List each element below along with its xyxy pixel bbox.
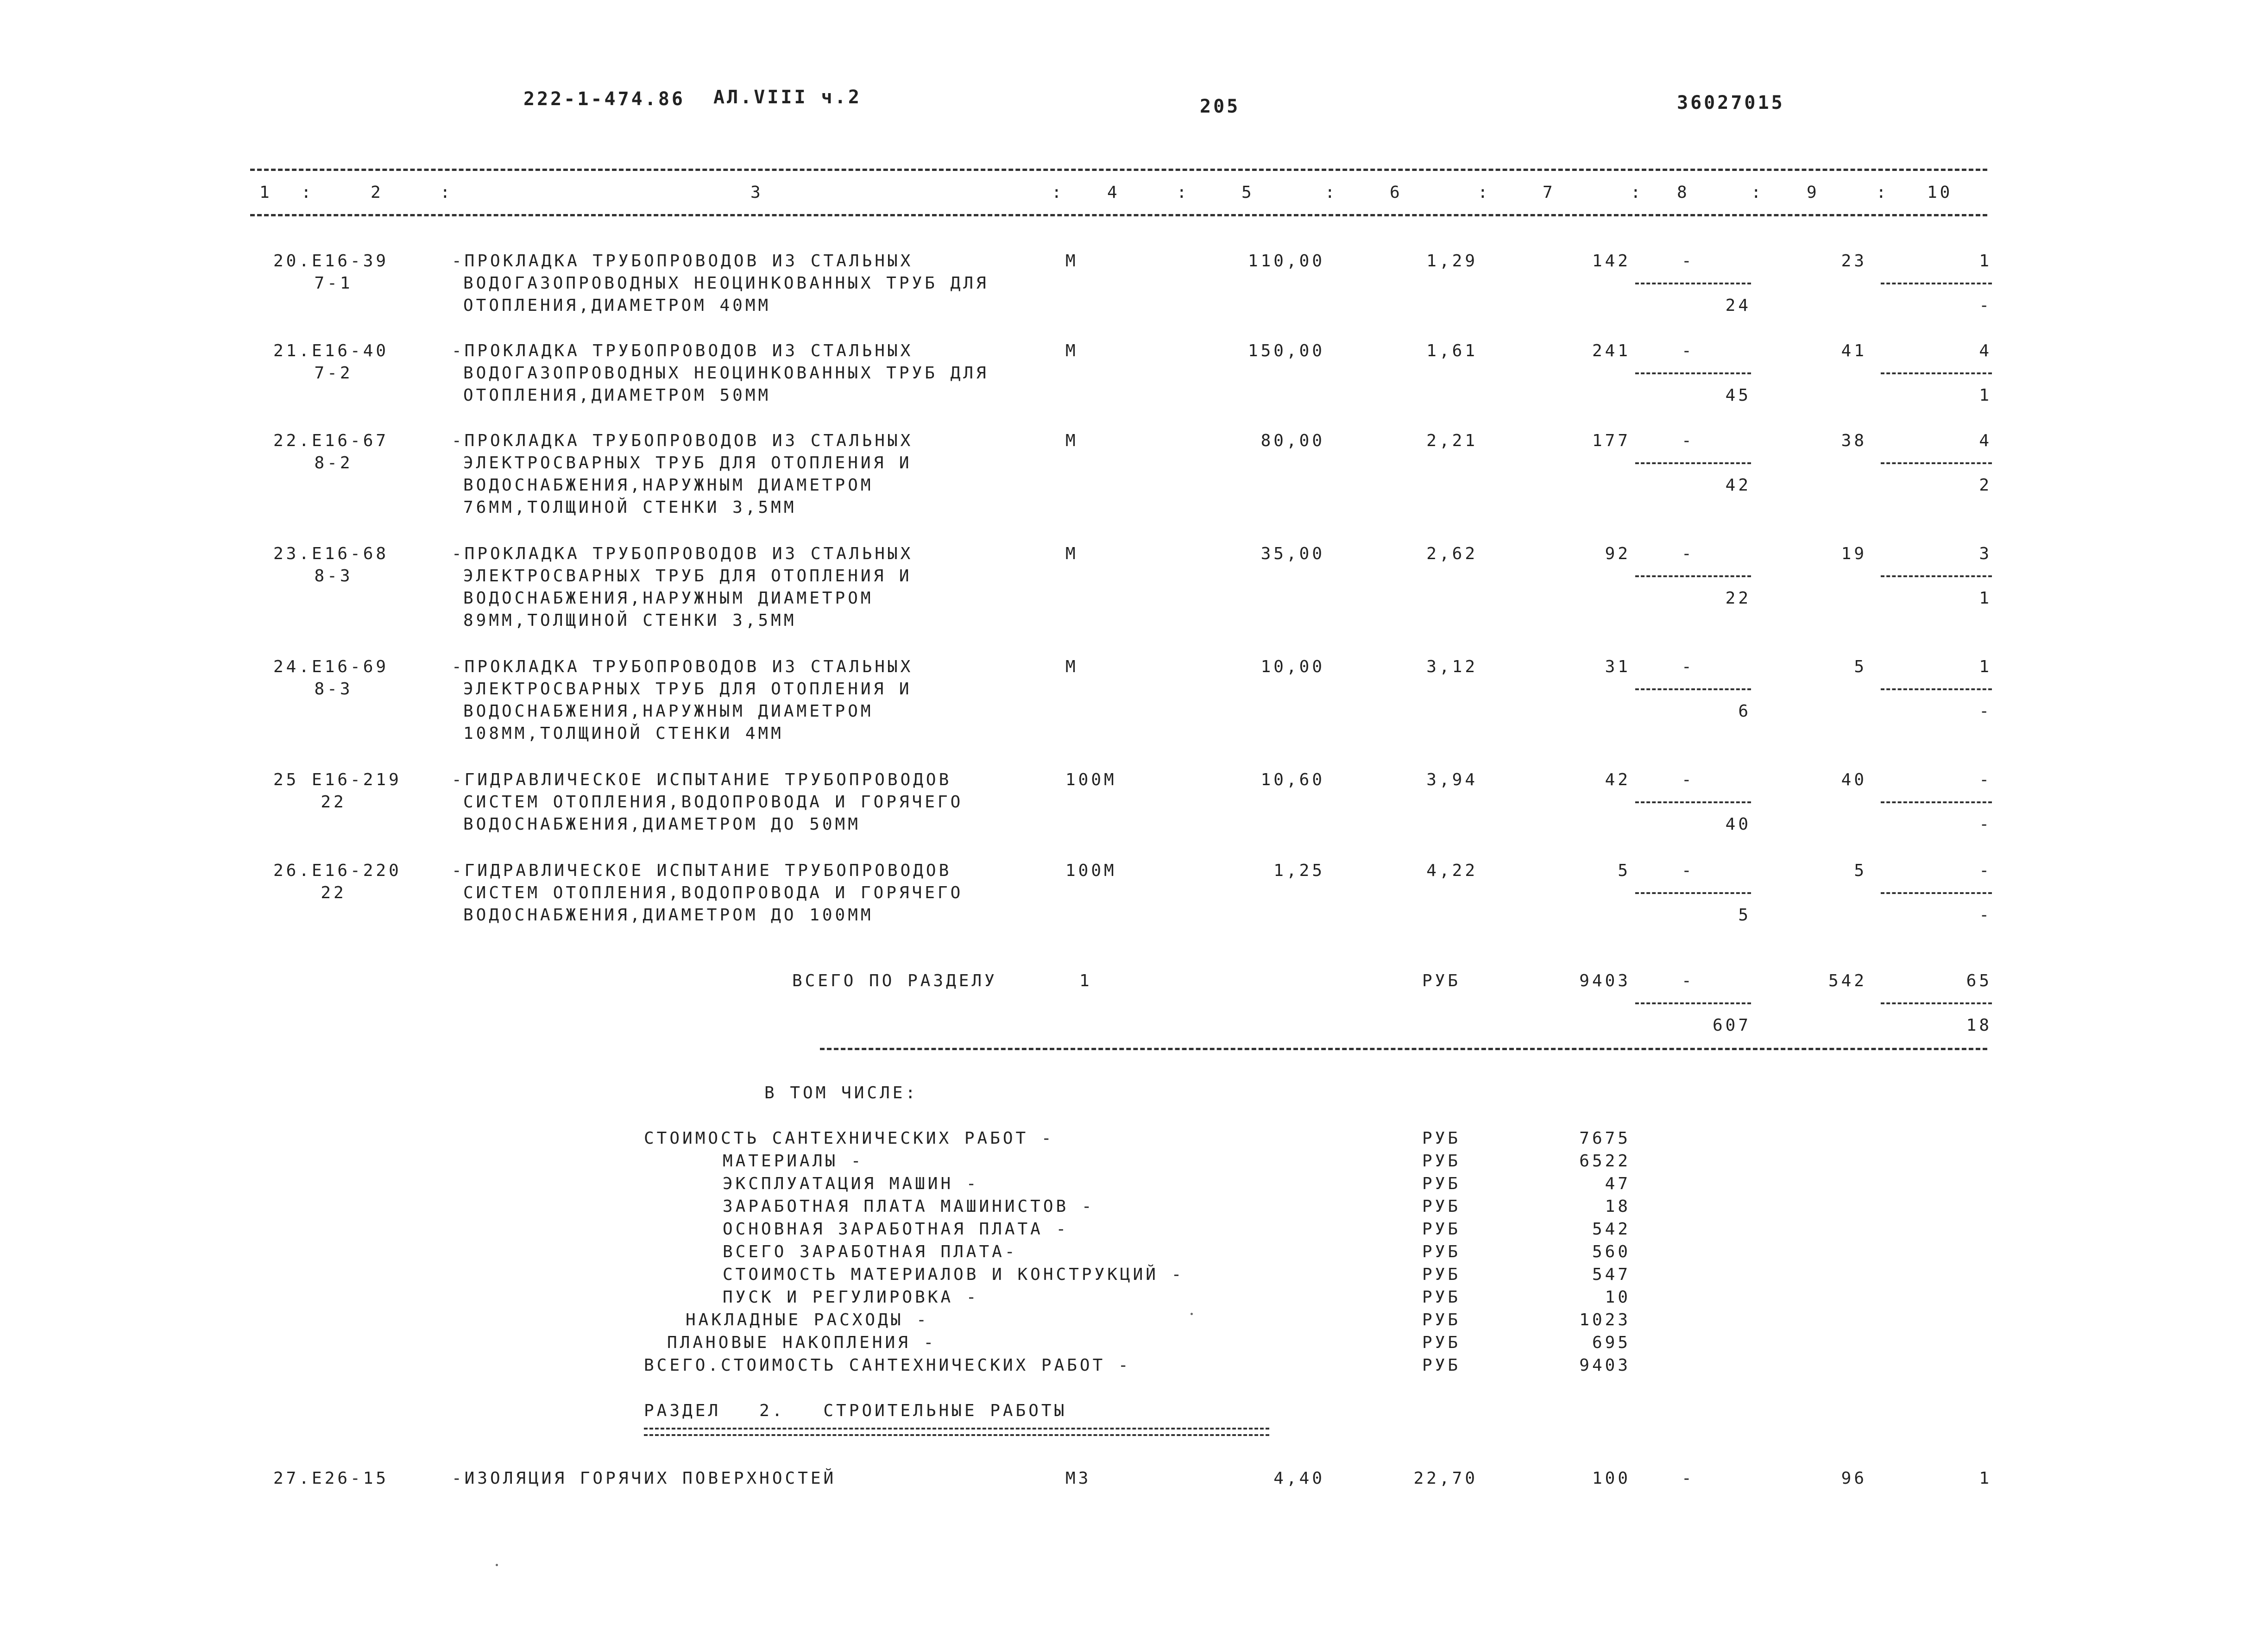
row-col8-bottom: 6 <box>1738 702 1751 721</box>
row-col8-rule <box>1635 801 1751 803</box>
row-description-line: СИСТЕМ ОТОПЛЕНИЯ,ВОДОПРОВОДА И ГОРЯЧЕГО <box>463 883 964 902</box>
row-unit: М <box>1065 341 1078 360</box>
breakdown-unit: РУБ <box>1422 1197 1461 1216</box>
breakdown-value: 547 <box>1592 1265 1631 1284</box>
column-header-1: 1 <box>259 183 272 202</box>
section-total-col9: 542 <box>1828 971 1867 990</box>
row-col10-bottom: - <box>1979 906 1992 925</box>
section-total-col10-rule <box>1881 1002 1992 1004</box>
breakdown-value: 47 <box>1605 1174 1631 1193</box>
section-2-underline <box>644 1428 1269 1436</box>
row-description-line: -ПРОКЛАДКА ТРУБОПРОВОДОВ ИЗ СТАЛЬНЫХ <box>452 341 914 360</box>
row-subcode: 8-3 <box>314 680 353 699</box>
row-col10-top: 1 <box>1979 252 1992 271</box>
row-col8-top: - <box>1682 544 1695 563</box>
row-quantity: 1,25 <box>1273 861 1325 880</box>
row-total: 42 <box>1605 770 1631 789</box>
row-col8-top: - <box>1682 770 1695 789</box>
breakdown-label: СТОИМОСТЬ САНТЕХНИЧЕСКИХ РАБОТ - <box>644 1129 1054 1148</box>
column-header-5: 5 <box>1241 183 1254 202</box>
row-total: 241 <box>1592 341 1631 360</box>
section-total-unit: РУБ <box>1422 971 1461 990</box>
row-col10-rule <box>1881 372 1992 374</box>
row-unit-price: 3,12 <box>1426 657 1478 676</box>
breakdown-unit: РУБ <box>1422 1220 1461 1239</box>
row-description-line: -ПРОКЛАДКА ТРУБОПРОВОДОВ ИЗ СТАЛЬНЫХ <box>452 657 914 676</box>
row-description-line: 76ММ,ТОЛЩИНОЙ СТЕНКИ 3,5ММ <box>463 498 797 517</box>
row-description-line: ЭЛЕКТРОСВАРНЫХ ТРУБ ДЛЯ ОТОПЛЕНИЯ И <box>463 567 912 586</box>
page-number: 205 <box>1200 96 1241 117</box>
row-col10-bottom: 2 <box>1979 476 1992 495</box>
row-description-line: -ПРОКЛАДКА ТРУБОПРОВОДОВ ИЗ СТАЛЬНЫХ <box>452 544 914 563</box>
row-col8-rule <box>1635 372 1751 374</box>
row-code: 23.Е16-68 <box>273 544 389 563</box>
row-quantity: 35,00 <box>1260 544 1325 563</box>
column-header-9: 9 <box>1807 183 1820 202</box>
row-code: 22.Е16-67 <box>273 431 389 450</box>
breakdown-unit: РУБ <box>1422 1288 1461 1307</box>
row-col9: 38 <box>1841 431 1867 450</box>
row-description-line: -ПРОКЛАДКА ТРУБОПРОВОДОВ ИЗ СТАЛЬНЫХ <box>452 431 914 450</box>
row-quantity: 10,60 <box>1260 770 1325 789</box>
row-col8-bottom: 5 <box>1738 906 1751 925</box>
row-quantity: 4,40 <box>1273 1469 1325 1488</box>
row-quantity: 10,00 <box>1260 657 1325 676</box>
row-col8: - <box>1682 1469 1695 1488</box>
row-col10-top: - <box>1979 770 1992 789</box>
row-description-line: ЭЛЕКТРОСВАРНЫХ ТРУБ ДЛЯ ОТОПЛЕНИЯ И <box>463 453 912 472</box>
row-subcode: 8-2 <box>314 453 353 472</box>
breakdown-label: ПУСК И РЕГУЛИРОВКА - <box>723 1288 979 1307</box>
row-col10-rule <box>1881 575 1992 577</box>
row-col8-top: - <box>1682 252 1695 271</box>
row-col10-top: 4 <box>1979 341 1992 360</box>
breakdown-value: 560 <box>1592 1242 1631 1261</box>
breakdown-label: ВСЕГО.СТОИМОСТЬ САНТЕХНИЧЕСКИХ РАБОТ - <box>644 1356 1131 1375</box>
row-description-line: -ГИДРАВЛИЧЕСКОЕ ИСПЫТАНИЕ ТРУБОПРОВОДОВ <box>452 861 952 880</box>
breakdown-value: 7675 <box>1579 1129 1631 1148</box>
row-quantity: 80,00 <box>1260 431 1325 450</box>
breakdown-label: ОСНОВНАЯ ЗАРАБОТНАЯ ПЛАТА - <box>723 1220 1069 1239</box>
breakdown-unit: РУБ <box>1422 1129 1461 1148</box>
breakdown-value: 6522 <box>1579 1152 1631 1171</box>
breakdown-title: В ТОМ ЧИСЛЕ: <box>764 1083 919 1102</box>
column-header-3: 3 <box>750 183 763 202</box>
row-col8-rule <box>1635 892 1751 894</box>
section-total-col8-bottom: 607 <box>1712 1016 1751 1035</box>
row-unit: М <box>1065 431 1078 450</box>
row-unit-price: 1,29 <box>1426 252 1478 271</box>
row-unit: М <box>1065 544 1078 563</box>
column-header-2: 2 <box>371 183 384 202</box>
row-subcode: 22 <box>321 883 346 902</box>
row-total: 177 <box>1592 431 1631 450</box>
row-unit: 100М <box>1065 861 1117 880</box>
row-description-line: -ГИДРАВЛИЧЕСКОЕ ИСПЫТАНИЕ ТРУБОПРОВОДОВ <box>452 770 952 789</box>
row-total: 142 <box>1592 252 1631 271</box>
breakdown-label: ВСЕГО ЗАРАБОТНАЯ ПЛАТА- <box>723 1242 1018 1261</box>
row-description-line: -ПРОКЛАДКА ТРУБОПРОВОДОВ ИЗ СТАЛЬНЫХ <box>452 252 914 271</box>
row-col10-top: 1 <box>1979 657 1992 676</box>
row-col10-top: 3 <box>1979 544 1992 563</box>
row-description-line: СИСТЕМ ОТОПЛЕНИЯ,ВОДОПРОВОДА И ГОРЯЧЕГО <box>463 793 964 812</box>
breakdown-value: 695 <box>1592 1333 1631 1352</box>
row-description-line: ОТОПЛЕНИЯ,ДИАМЕТРОМ 40ММ <box>463 296 771 315</box>
section-total-col8-rule <box>1635 1002 1751 1004</box>
breakdown-value: 9403 <box>1579 1356 1631 1375</box>
row-col8-bottom: 22 <box>1725 589 1751 608</box>
row-col10-bottom: - <box>1979 296 1992 315</box>
breakdown-unit: РУБ <box>1422 1310 1461 1329</box>
column-separator: : <box>1751 183 1764 202</box>
row-total: 100 <box>1592 1469 1631 1488</box>
row-col10: 1 <box>1979 1469 1992 1488</box>
row-unit: М3 <box>1065 1469 1091 1488</box>
row-code: 25 Е16-219 <box>273 770 402 789</box>
table-header-rule <box>250 214 1987 216</box>
section-total-col10-top: 65 <box>1966 971 1992 990</box>
breakdown-label: ЭКСПЛУАТАЦИЯ МАШИН - <box>723 1174 979 1193</box>
breakdown-label: СТОИМОСТЬ МАТЕРИАЛОВ И КОНСТРУКЦИЙ - <box>723 1265 1184 1284</box>
row-col10-rule <box>1881 283 1992 284</box>
row-description: -ИЗОЛЯЦИЯ ГОРЯЧИХ ПОВЕРХНОСТЕЙ <box>452 1469 837 1488</box>
section-total-number: 1 <box>1079 971 1092 990</box>
album-label: АЛ.VIII ч.2 <box>713 87 862 108</box>
row-col8-rule <box>1635 688 1751 690</box>
row-description-line: ВОДОГАЗОПРОВОДНЫХ НЕОЦИНКОВАННЫХ ТРУБ ДЛЯ <box>463 364 989 383</box>
row-description-line: ОТОПЛЕНИЯ,ДИАМЕТРОМ 50ММ <box>463 386 771 405</box>
row-subcode: 8-3 <box>314 567 353 586</box>
breakdown-value: 10 <box>1605 1288 1631 1307</box>
breakdown-unit: РУБ <box>1422 1333 1461 1352</box>
section-2-title: РАЗДЕЛ 2. СТРОИТЕЛЬНЫЕ РАБОТЫ <box>644 1401 1067 1420</box>
row-col10-bottom: - <box>1979 702 1992 721</box>
row-description-line: ВОДОСНАБЖЕНИЯ,НАРУЖНЫМ ДИАМЕТРОМ <box>463 476 874 495</box>
row-col8-top: - <box>1682 341 1695 360</box>
row-col9: 23 <box>1841 252 1867 271</box>
table-top-rule <box>250 169 1987 171</box>
row-col10-bottom: 1 <box>1979 589 1992 608</box>
row-col8-bottom: 24 <box>1725 296 1751 315</box>
breakdown-value: 542 <box>1592 1220 1631 1239</box>
row-col9: 40 <box>1841 770 1867 789</box>
row-col10-rule <box>1881 892 1992 894</box>
row-col8-top: - <box>1682 657 1695 676</box>
row-subcode: 22 <box>321 793 346 812</box>
column-header-4: 4 <box>1107 183 1120 202</box>
section-total-value: 9403 <box>1579 971 1631 990</box>
row-col8-rule <box>1635 575 1751 577</box>
breakdown-unit: РУБ <box>1422 1356 1461 1375</box>
column-separator: : <box>301 183 314 202</box>
row-quantity: 110,00 <box>1247 252 1325 271</box>
breakdown-value: 18 <box>1605 1197 1631 1216</box>
row-col10-rule <box>1881 688 1992 690</box>
row-unit-price: 3,94 <box>1426 770 1478 789</box>
column-separator: : <box>1631 183 1644 202</box>
row-description-line: ВОДОГАЗОПРОВОДНЫХ НЕОЦИНКОВАННЫХ ТРУБ ДЛЯ <box>463 274 989 293</box>
column-separator: : <box>1325 183 1338 202</box>
row-subcode: 7-2 <box>314 364 353 383</box>
row-total: 31 <box>1605 657 1631 676</box>
row-description-line: ВОДОСНАБЖЕНИЯ,ДИАМЕТРОМ ДО 50ММ <box>463 815 861 834</box>
row-col8-bottom: 42 <box>1725 476 1751 495</box>
row-col8-bottom: 40 <box>1725 815 1751 834</box>
column-separator: : <box>1876 183 1889 202</box>
row-code: 26.Е16-220 <box>273 861 402 880</box>
row-unit: М <box>1065 252 1078 271</box>
row-unit-price: 2,21 <box>1426 431 1478 450</box>
row-unit-price: 4,22 <box>1426 861 1478 880</box>
column-separator: : <box>440 183 453 202</box>
row-unit: М <box>1065 657 1078 676</box>
row-col8-rule <box>1635 283 1751 284</box>
column-separator: : <box>1177 183 1190 202</box>
row-unit-price: 2,62 <box>1426 544 1478 563</box>
row-unit-price: 22,70 <box>1413 1469 1478 1488</box>
row-total: 92 <box>1605 544 1631 563</box>
row-col9: 19 <box>1841 544 1867 563</box>
section-total-col8-top: - <box>1682 971 1695 990</box>
row-col10-rule <box>1881 462 1992 464</box>
breakdown-label: НАКЛАДНЫЕ РАСХОДЫ - <box>686 1310 929 1329</box>
breakdown-unit: РУБ <box>1422 1242 1461 1261</box>
row-code: 20.Е16-39 <box>273 252 389 271</box>
row-subcode: 7-1 <box>314 274 353 293</box>
row-description-line: ВОДОСНАБЖЕНИЯ,ДИАМЕТРОМ ДО 100ММ <box>463 906 874 925</box>
document-code: 222-1-474.86 <box>523 88 685 110</box>
row-description-line: ЭЛЕКТРОСВАРНЫХ ТРУБ ДЛЯ ОТОПЛЕНИЯ И <box>463 680 912 699</box>
row-unit: 100М <box>1065 770 1117 789</box>
breakdown-unit: РУБ <box>1422 1265 1461 1284</box>
column-separator: : <box>1052 183 1065 202</box>
column-header-7: 7 <box>1543 183 1556 202</box>
row-description-line: 89ММ,ТОЛЩИНОЙ СТЕНКИ 3,5ММ <box>463 611 797 630</box>
row-quantity: 150,00 <box>1247 341 1325 360</box>
row-col10-bottom: 1 <box>1979 386 1992 405</box>
row-col10-top: 4 <box>1979 431 1992 450</box>
section-total-col10-bottom: 18 <box>1966 1016 1992 1035</box>
breakdown-label: ПЛАНОВЫЕ НАКОПЛЕНИЯ - <box>667 1333 937 1352</box>
row-col8-bottom: 45 <box>1725 386 1751 405</box>
row-col9: 5 <box>1854 657 1867 676</box>
row-code: 27.Е26-15 <box>273 1469 389 1488</box>
row-col8-top: - <box>1682 861 1695 880</box>
breakdown-unit: РУБ <box>1422 1152 1461 1171</box>
row-col9: 5 <box>1854 861 1867 880</box>
column-header-8: 8 <box>1677 183 1690 202</box>
row-col9: 96 <box>1841 1469 1867 1488</box>
breakdown-unit: РУБ <box>1422 1174 1461 1193</box>
section-separator-rule <box>820 1048 1987 1050</box>
row-col10-top: - <box>1979 861 1992 880</box>
scan-speck <box>1191 1313 1193 1315</box>
row-col8-rule <box>1635 462 1751 464</box>
row-total: 5 <box>1618 861 1631 880</box>
row-description-line: 108ММ,ТОЛЩИНОЙ СТЕНКИ 4ММ <box>463 724 784 743</box>
scan-speck <box>496 1564 498 1566</box>
row-col10-bottom: - <box>1979 815 1992 834</box>
row-code: 24.Е16-69 <box>273 657 389 676</box>
row-col10-rule <box>1881 801 1992 803</box>
breakdown-label: ЗАРАБОТНАЯ ПЛАТА МАШИНИСТОВ - <box>723 1197 1095 1216</box>
row-description-line: ВОДОСНАБЖЕНИЯ,НАРУЖНЫМ ДИАМЕТРОМ <box>463 702 874 721</box>
breakdown-value: 1023 <box>1579 1310 1631 1329</box>
row-col9: 41 <box>1841 341 1867 360</box>
column-header-6: 6 <box>1390 183 1403 202</box>
column-separator: : <box>1478 183 1491 202</box>
column-header-10: 10 <box>1927 183 1953 202</box>
document-number: 36027015 <box>1677 92 1785 113</box>
row-description-line: ВОДОСНАБЖЕНИЯ,НАРУЖНЫМ ДИАМЕТРОМ <box>463 589 874 608</box>
row-col8-top: - <box>1682 431 1695 450</box>
row-unit-price: 1,61 <box>1426 341 1478 360</box>
breakdown-label: МАТЕРИАЛЫ - <box>723 1152 864 1171</box>
section-total-label: ВСЕГО ПО РАЗДЕЛУ <box>792 971 997 990</box>
row-code: 21.Е16-40 <box>273 341 389 360</box>
